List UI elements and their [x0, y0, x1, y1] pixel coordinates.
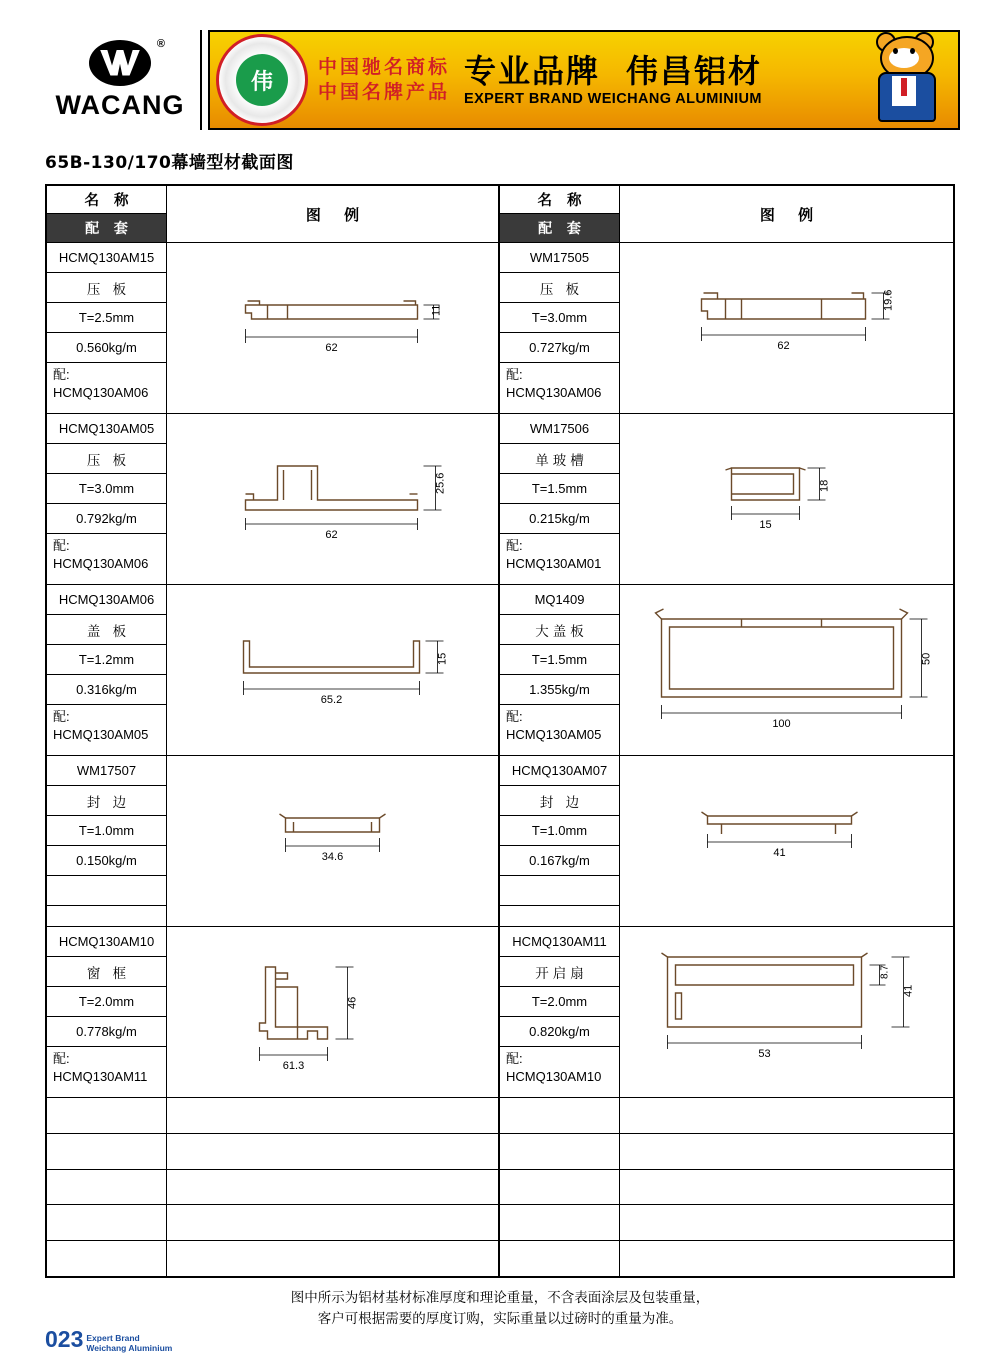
profile-table-left-column	[47, 186, 500, 1276]
profile-figure	[167, 414, 498, 584]
brand-cn-line	[464, 51, 864, 90]
pair-label: 配:	[53, 367, 70, 382]
dim-width: 61.3	[282, 1060, 305, 1072]
brand-titles	[464, 51, 864, 107]
dim-width: 62	[325, 342, 338, 354]
page-number: 023	[45, 1326, 84, 1352]
dim-width: 34.6	[321, 851, 344, 863]
footer-note-line-2: 客户可根据需要的厚度订购，实际重量以过磅时的重量为准。	[317, 1311, 683, 1327]
row-info	[500, 243, 620, 413]
profile-type: 盖 板	[47, 615, 166, 645]
dim-height: 41	[902, 984, 915, 997]
profile-thickness: T=1.5mm	[500, 645, 619, 675]
profile-thickness: T=2.5mm	[47, 303, 166, 333]
pair-label: 配:	[506, 538, 523, 553]
dim-height: 46	[346, 996, 359, 1009]
table-row	[47, 756, 498, 927]
page-footer	[45, 1326, 172, 1353]
profile-table-right-column	[500, 186, 953, 1276]
profile-thickness: T=2.0mm	[47, 987, 166, 1017]
profile-weight: 0.316kg/m	[47, 675, 166, 705]
dim-height: 19.6	[882, 289, 895, 311]
header-name-cell-right	[500, 186, 620, 242]
profile-cross-section-drawing	[620, 756, 953, 926]
table-header-left	[47, 186, 498, 243]
profile-code: HCMQ130AM07	[500, 756, 619, 786]
profile-type: 压 板	[500, 273, 619, 303]
profile-pair	[47, 363, 166, 405]
dim-height: 15	[436, 652, 449, 665]
profile-thickness: T=1.0mm	[47, 816, 166, 846]
wacang-logo-mark-icon	[89, 37, 165, 86]
seal-inner-character: 伟	[236, 54, 288, 106]
pair-label: 配:	[53, 1051, 70, 1066]
tiger-mascot-icon	[864, 32, 952, 128]
profile-thickness: T=1.2mm	[47, 645, 166, 675]
profile-pair	[500, 363, 619, 405]
table-row	[500, 243, 953, 414]
dim-width: 41	[773, 847, 786, 859]
profile-code: WM17507	[47, 756, 166, 786]
registered-trademark-icon: ®	[156, 37, 165, 50]
profile-figure	[620, 585, 953, 755]
profile-type: 压 板	[47, 444, 166, 474]
china-award-marks	[318, 55, 450, 105]
table-header-right	[500, 186, 953, 243]
pair-label: 配:	[53, 538, 70, 553]
profile-figure	[620, 756, 953, 926]
table-row	[500, 414, 953, 585]
profile-weight: 0.167kg/m	[500, 846, 619, 876]
dim-width: 15	[759, 519, 772, 531]
brand-banner	[208, 30, 960, 130]
profile-cross-section-drawing	[167, 927, 498, 1097]
header-name-cell-left	[47, 186, 167, 242]
pair-code: HCMQ130AM01	[506, 556, 602, 571]
wacang-logo-text: WACANG	[55, 89, 185, 120]
profile-weight: 0.792kg/m	[47, 504, 166, 534]
profile-type: 封 边	[500, 786, 619, 816]
profile-type: 封 边	[47, 786, 166, 816]
profile-figure	[620, 414, 953, 584]
profile-type: 大盖板	[500, 615, 619, 645]
china-famous-brand-label: 中国名牌产品	[318, 81, 451, 103]
blank-rows-right	[500, 1098, 953, 1276]
dim-width: 62	[325, 529, 338, 541]
page-header	[40, 30, 960, 130]
dim-width: 53	[758, 1048, 771, 1060]
table-row	[500, 927, 953, 1098]
profile-weight: 0.150kg/m	[47, 846, 166, 876]
dim-height: 50	[920, 652, 933, 665]
profile-figure	[167, 756, 498, 926]
pair-code: HCMQ130AM11	[53, 1069, 148, 1084]
header-match-label-left: 配 套	[47, 214, 166, 242]
table-row	[47, 243, 498, 414]
profile-figure	[167, 585, 498, 755]
table-row	[47, 414, 498, 585]
profile-weight: 0.215kg/m	[500, 504, 619, 534]
profile-code: WM17506	[500, 414, 619, 444]
profile-pair	[47, 534, 166, 576]
profile-cross-section-drawing	[620, 243, 953, 413]
profile-cross-section-drawing	[167, 585, 498, 755]
profile-cross-section-drawing	[167, 243, 498, 413]
profile-thickness: T=3.0mm	[47, 474, 166, 504]
profile-cross-section-drawing	[167, 414, 498, 584]
dim-width: 100	[772, 718, 791, 730]
profile-weight: 0.727kg/m	[500, 333, 619, 363]
certification-seal-icon	[216, 34, 308, 126]
profile-code: HCMQ130AM10	[47, 927, 166, 957]
profile-code: HCMQ130AM06	[47, 585, 166, 615]
row-info	[500, 414, 620, 584]
profile-weight: 0.778kg/m	[47, 1017, 166, 1047]
pair-label: 配:	[506, 1051, 523, 1066]
row-info	[500, 585, 620, 755]
wacang-logo	[40, 30, 202, 130]
profile-thickness: T=1.0mm	[500, 816, 619, 846]
header-match-label-right: 配 套	[500, 214, 619, 242]
profile-code: HCMQ130AM15	[47, 243, 166, 273]
row-info	[47, 243, 167, 413]
profile-cross-section-drawing	[620, 585, 953, 755]
profile-type: 窗 框	[47, 957, 166, 987]
profile-cross-section-drawing	[620, 414, 953, 584]
table-row	[47, 585, 498, 756]
profile-code: WM17505	[500, 243, 619, 273]
pair-label: 配:	[506, 709, 523, 724]
dim-height: 11	[430, 304, 443, 316]
profile-code: HCMQ130AM11	[500, 927, 619, 957]
profile-figure	[167, 243, 498, 413]
pair-code: HCMQ130AM06	[53, 556, 149, 571]
profile-thickness: T=1.5mm	[500, 474, 619, 504]
profile-thickness: T=3.0mm	[500, 303, 619, 333]
pair-code: HCMQ130AM10	[506, 1069, 602, 1084]
header-figure-label-right: 图 例	[759, 205, 823, 224]
profile-weight: 0.560kg/m	[47, 333, 166, 363]
profile-type: 单玻槽	[500, 444, 619, 474]
row-info	[47, 585, 167, 755]
row-info	[47, 414, 167, 584]
pair-code: HCMQ130AM06	[53, 385, 149, 400]
profile-figure	[620, 243, 953, 413]
profile-weight: 0.820kg/m	[500, 1017, 619, 1047]
footer-brand-en-line2: Weichang Aluminium	[86, 1343, 173, 1353]
dim-height: 25.6	[434, 472, 447, 494]
footer-note-line-1: 图中所示为铝材基材标准厚度和理论重量，不含表面涂层及包装重量，	[290, 1290, 710, 1306]
profile-table	[45, 184, 955, 1278]
table-row	[500, 585, 953, 756]
dim-height2: 8.7	[879, 965, 891, 979]
profile-cross-section-drawing	[620, 927, 953, 1097]
profile-pair	[47, 705, 166, 747]
row-info	[500, 756, 620, 926]
profile-type: 压 板	[47, 273, 166, 303]
profile-type: 开启扇	[500, 957, 619, 987]
table-row	[500, 756, 953, 927]
profile-code: HCMQ130AM05	[47, 414, 166, 444]
pair-label: 配:	[53, 709, 70, 724]
row-info	[47, 927, 167, 1097]
dim-width: 62	[777, 340, 790, 352]
pair-label: 配:	[506, 367, 523, 382]
header-name-label-left: 名 称	[47, 186, 166, 214]
brand-cn-weichang: 伟昌铝材	[626, 51, 763, 90]
footer-brand-en-line1: Expert Brand	[86, 1333, 140, 1343]
profile-pair	[500, 1047, 619, 1089]
china-famous-trademark-label: 中国驰名商标	[318, 56, 451, 78]
profile-figure	[167, 927, 498, 1097]
header-figure-label-left: 图 例	[305, 205, 369, 224]
row-info	[47, 756, 167, 926]
dim-height: 18	[818, 479, 831, 492]
header-name-label-right: 名 称	[500, 186, 619, 214]
footer-brand-en	[86, 1333, 172, 1353]
blank-rows-left	[47, 1098, 498, 1276]
profile-figure	[620, 927, 953, 1097]
profile-pair	[500, 705, 619, 747]
pair-code: HCMQ130AM05	[53, 727, 149, 742]
profile-weight: 1.355kg/m	[500, 675, 619, 705]
dim-width: 65.2	[320, 694, 343, 706]
profile-code: MQ1409	[500, 585, 619, 615]
profile-pair	[47, 1047, 166, 1089]
footer-note	[0, 1288, 1000, 1330]
profile-thickness: T=2.0mm	[500, 987, 619, 1017]
page-title: 65B-130/170幕墙型材截面图	[45, 153, 294, 173]
profile-cross-section-drawing	[167, 756, 498, 926]
brand-cn-expert: 专业品牌	[464, 51, 601, 90]
pair-code: HCMQ130AM05	[506, 727, 602, 742]
brand-en-line: EXPERT BRAND WEICHANG ALUMINIUM	[464, 90, 762, 107]
pair-code: HCMQ130AM06	[506, 385, 602, 400]
row-info	[500, 927, 620, 1097]
table-row	[47, 927, 498, 1098]
profile-pair	[500, 534, 619, 576]
